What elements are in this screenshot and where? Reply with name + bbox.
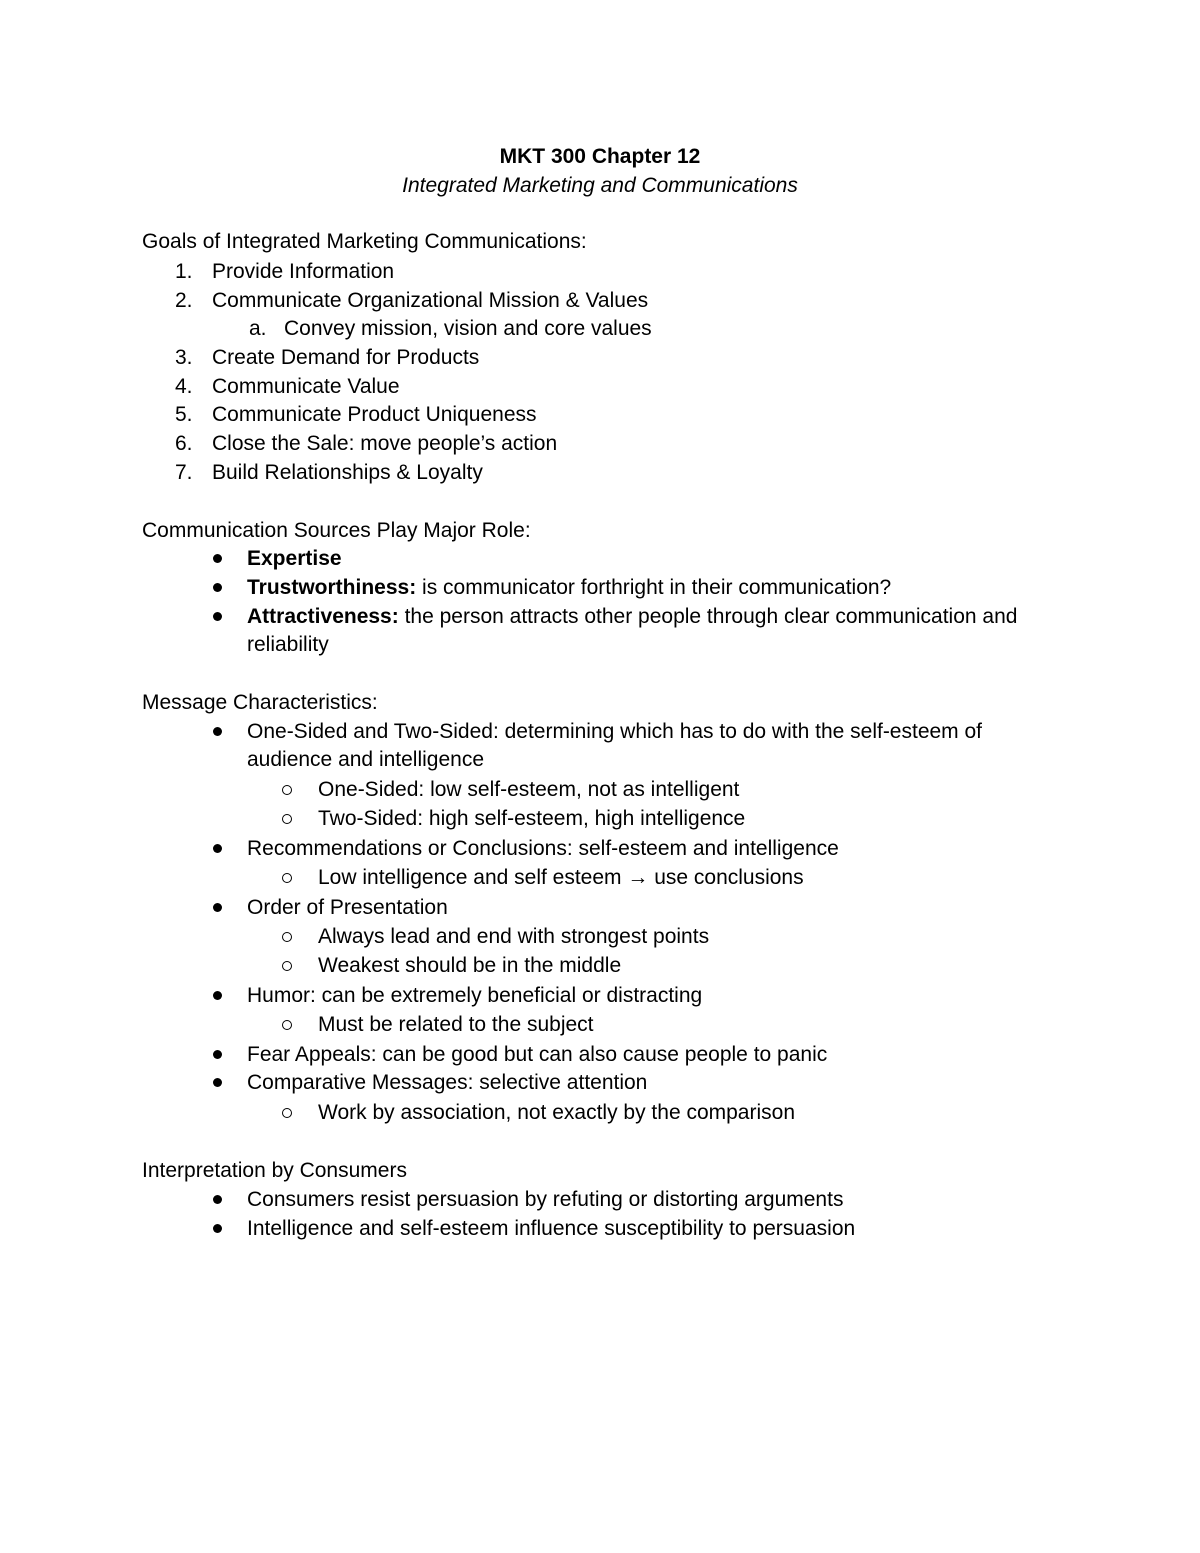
- circle-bullet-icon: [282, 1108, 292, 1118]
- page-subtitle: Integrated Marketing and Communications: [402, 174, 798, 197]
- sub-list-item: One-Sided: low self-esteem, not as intelligent: [318, 778, 740, 801]
- list-item: Order of Presentation: [247, 896, 448, 919]
- sub-list-marker: a.: [249, 317, 267, 340]
- bullet-icon: [213, 727, 222, 736]
- list-item: Fear Appeals: can be good but can also cause people to panic: [247, 1043, 828, 1066]
- list-item: Humor: can be extremely beneficial or distracting: [247, 984, 703, 1007]
- list-item: Provide Information: [212, 260, 395, 283]
- definition: the person attracts other people through clear communication and reliability: [247, 605, 1018, 656]
- text-part: use conclusions: [648, 866, 804, 889]
- bullet-icon: [213, 554, 222, 563]
- text-part: Low intelligence and self esteem: [318, 866, 628, 889]
- list-item: Recommendations or Conclusions: self-esteem and intelligence: [247, 837, 839, 860]
- circle-bullet-icon: [282, 785, 292, 795]
- goals-heading: Goals of Integrated Marketing Communications:: [142, 230, 587, 253]
- list-item: Communicate Product Uniqueness: [212, 403, 537, 426]
- list-marker: 4.: [175, 375, 193, 398]
- list-item: One-Sided and Two-Sided: determining which has to do with the self-esteem of audience and intelligence: [247, 720, 983, 771]
- list-item: [247, 545, 342, 573]
- circle-bullet-icon: [282, 873, 292, 883]
- list-marker: 3.: [175, 346, 193, 369]
- sources-heading: Communication Sources Play Major Role:: [142, 519, 531, 542]
- sub-list-item: Weakest should be in the middle: [318, 954, 622, 977]
- sub-list-item: Convey mission, vision and core values: [284, 317, 652, 340]
- circle-bullet-icon: [282, 1020, 292, 1030]
- sub-list-item: Always lead and end with strongest points: [318, 925, 710, 948]
- definition: is communicator forthright in their communication?: [416, 576, 892, 599]
- arrow-right-icon: →: [627, 866, 649, 889]
- term: Trustworthiness:: [247, 576, 417, 599]
- bullet-icon: [213, 612, 222, 621]
- bullet-icon: [213, 903, 222, 912]
- list-marker: 2.: [175, 289, 193, 312]
- list-item: Intelligence and self-esteem influence susceptibility to persuasion: [247, 1217, 856, 1240]
- bullet-icon: [213, 583, 222, 592]
- circle-bullet-icon: [282, 814, 292, 824]
- list-item: Build Relationships & Loyalty: [212, 461, 483, 484]
- bullet-icon: [213, 1050, 222, 1059]
- sub-list-item: Must be related to the subject: [318, 1013, 594, 1036]
- bullet-icon: [213, 844, 222, 853]
- list-item: [247, 603, 1057, 659]
- list-marker: 7.: [175, 461, 193, 484]
- circle-bullet-icon: [282, 961, 292, 971]
- bullet-icon: [213, 1195, 222, 1204]
- list-item: [247, 574, 891, 602]
- bullet-icon: [213, 1078, 222, 1087]
- list-item: Communicate Value: [212, 375, 400, 398]
- page-title: MKT 300 Chapter 12: [499, 145, 701, 168]
- list-marker: 5.: [175, 403, 193, 426]
- list-item: Create Demand for Products: [212, 346, 480, 369]
- sub-list-item: Two-Sided: high self-esteem, high intelligence: [318, 807, 746, 830]
- list-item: Communicate Organizational Mission & Values: [212, 289, 649, 312]
- sub-list-item: [318, 864, 804, 892]
- term: Expertise: [247, 547, 342, 570]
- list-marker: 6.: [175, 432, 193, 455]
- list-marker: 1.: [175, 260, 193, 283]
- term: Attractiveness:: [247, 605, 399, 628]
- bullet-icon: [213, 1224, 222, 1233]
- list-item: Close the Sale: move people’s action: [212, 432, 558, 455]
- message-heading: Message Characteristics:: [142, 691, 378, 714]
- interpretation-heading: Interpretation by Consumers: [142, 1159, 407, 1182]
- sub-list-item: Work by association, not exactly by the comparison: [318, 1101, 796, 1124]
- bullet-icon: [213, 991, 222, 1000]
- circle-bullet-icon: [282, 932, 292, 942]
- list-item: Comparative Messages: selective attention: [247, 1071, 648, 1094]
- list-item: Consumers resist persuasion by refuting or distorting arguments: [247, 1188, 844, 1211]
